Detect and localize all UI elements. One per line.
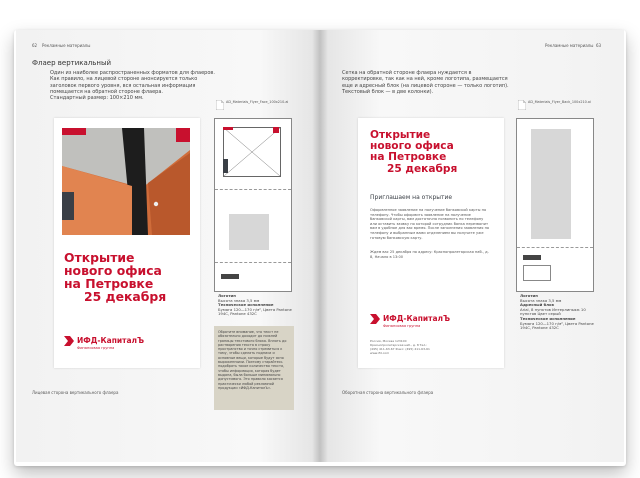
right-caption: Оборотная сторона вертикального флаера [342, 390, 434, 395]
front-headline-line-2: нового офиса [64, 263, 162, 279]
right-intro: Сетка на обратной стороне флаера нуждается в корректировке, так как на ней, кроме логотипа, размещается еще и адресный блок (на лицевой стороне — только логотип). Текстовый блок — в две колонки). [342, 70, 509, 96]
left-section-label: Рекламные материалы [42, 43, 91, 48]
front-headline-line-3: на Петровке [64, 276, 154, 292]
left-caption: Лицевая сторона вертикального флаера [32, 390, 119, 395]
right-spec-tech-title: Техническое исполнение [520, 315, 576, 321]
left-wireframe [214, 118, 292, 292]
right-page [320, 30, 624, 462]
front-headline-line-1: Открытие [64, 250, 135, 265]
back-headline-line-3: на Петровке [370, 151, 447, 164]
back-date: 25 декабря [387, 163, 458, 175]
right-file-label: AD_Materials_Flyer_Back_100x210.ai [528, 100, 591, 104]
wire-guide-2 [215, 262, 291, 263]
right-spec-logo-title: Логотип [520, 293, 538, 298]
back-invite: Приглашаем на открытие [370, 194, 453, 201]
flyer-front [54, 118, 200, 368]
right-specs [520, 294, 602, 331]
flyer-back [358, 118, 504, 368]
photo-red-bar [62, 128, 86, 135]
file-icon-right [518, 100, 526, 110]
front-logo-name: ИФД-КапиталЪ [77, 336, 145, 345]
left-size-line: Стандартный размер: 100×210 мм. [50, 95, 144, 101]
wire-dark-bar [223, 159, 228, 173]
photo-image [62, 128, 190, 235]
left-note-text: Обратите внимание, что текст не обязательно доходит до нижней границы текстового блока. Вплоть до растворения текста в строку пространство и точно стремиться к тому, чтобы сделать подписи и основные вещи, которые будут ясно выраженными. Поэтому старайтесь подобрать такое количество текста, чтобы информация, которая будет выдана, была больше минимально допустимого. Это правило касается практически любой рекламной продукции «ИФД-КапиталЪ». [218, 330, 287, 390]
left-intro: Один из наиболее распространенных форматов для флаеров. Как правило, на лицевой стороне анонсируется только заголовок первого уровня, вся остальная информация помещается на обратной стороне флаера. [50, 70, 215, 96]
wire-photo-box [223, 127, 281, 177]
front-headline [64, 251, 162, 290]
file-icon [216, 100, 224, 110]
right-wireframe [516, 118, 594, 292]
right-page-number: 63 [596, 43, 602, 48]
front-date: 25 декабря [84, 289, 167, 304]
right-section-label: Рекламные материалы [545, 43, 594, 48]
right-spec-logo-text: Высота знака 3,5 мм [520, 297, 562, 303]
left-spec-logo-text: Высота знака 3,5 мм [218, 297, 260, 303]
wire-cross-icon [224, 128, 280, 176]
back-logo-mark-icon [370, 314, 382, 324]
back-headline-line-2: нового офиса [370, 140, 454, 153]
book-gutter [312, 30, 328, 462]
right-wire-address-block [523, 265, 551, 281]
right-spec-addr-title: Адресный блок [520, 302, 555, 308]
back-body: Оформленное заявление на получение банковской карты по телефону. Чтобы оформить заявление на получение банковской карты, вам достаточно позвонить по телефону или оставить заявку по которой сотрудник банка перезвонит вам в удобное для вас время. После заполнения заявления по телефону и выбранным вами отделением вы получите уже готовую банковскую карту. [370, 208, 490, 240]
back-address: Ждем вас 25 декабря по адресу: Краснопролетарская наб., д. 8, Начало в 13:00 [370, 250, 489, 259]
wire-red-corner [273, 127, 279, 133]
left-spec-tech-text: Бумага 120—170 г/м², Цвета Pantone 194С, Pantone 432С [218, 306, 292, 317]
right-spec-tech-text: Бумага 120—170 г/м², Цвета Pantone 194С, Pantone 432С [520, 320, 594, 331]
left-page [16, 30, 320, 462]
wire-red-bar [223, 127, 233, 130]
wire-text-area [229, 214, 269, 250]
back-logo-sub: Финансовая группа [383, 324, 421, 328]
back-headline-line-1: Открытие [370, 129, 431, 141]
wire-guide-1 [215, 189, 291, 190]
right-wire-guide [517, 247, 593, 248]
right-spec-addr-text: Arial, 8 пунктов Интерлиньяж 10 пунктов Цвет серый [520, 306, 586, 317]
logo-mark-icon [64, 336, 76, 346]
left-file-label: AD_Materials_Flyer_Face_100x210.ai [226, 100, 289, 104]
back-headline [370, 130, 454, 163]
left-page-number: 62 [32, 43, 38, 48]
back-logo-name: ИФД-КапиталЪ [383, 314, 451, 323]
left-note [214, 326, 294, 410]
photo-red-corner [176, 128, 190, 142]
flyer-photo [62, 128, 190, 235]
front-logo-sub: Финансовая группа [77, 346, 115, 350]
wire-logo-block [221, 274, 239, 279]
back-footer-address: Россия, Москва 123100 Краснопролетарская наб., д. 8 Тел.: (495) 411-63-67 Факс: (495) 411-63-61 www.ifd.com [370, 339, 430, 355]
left-spec-tech-title: Техническое исполнение [218, 302, 274, 308]
right-wire-logo-block [523, 255, 541, 260]
photo-dark-bar [62, 192, 74, 220]
left-spec-logo-title: Логотип [218, 293, 236, 298]
left-heading: Флаер вертикальный [32, 59, 112, 67]
left-specs [218, 294, 298, 317]
right-wire-text-area [531, 129, 571, 239]
